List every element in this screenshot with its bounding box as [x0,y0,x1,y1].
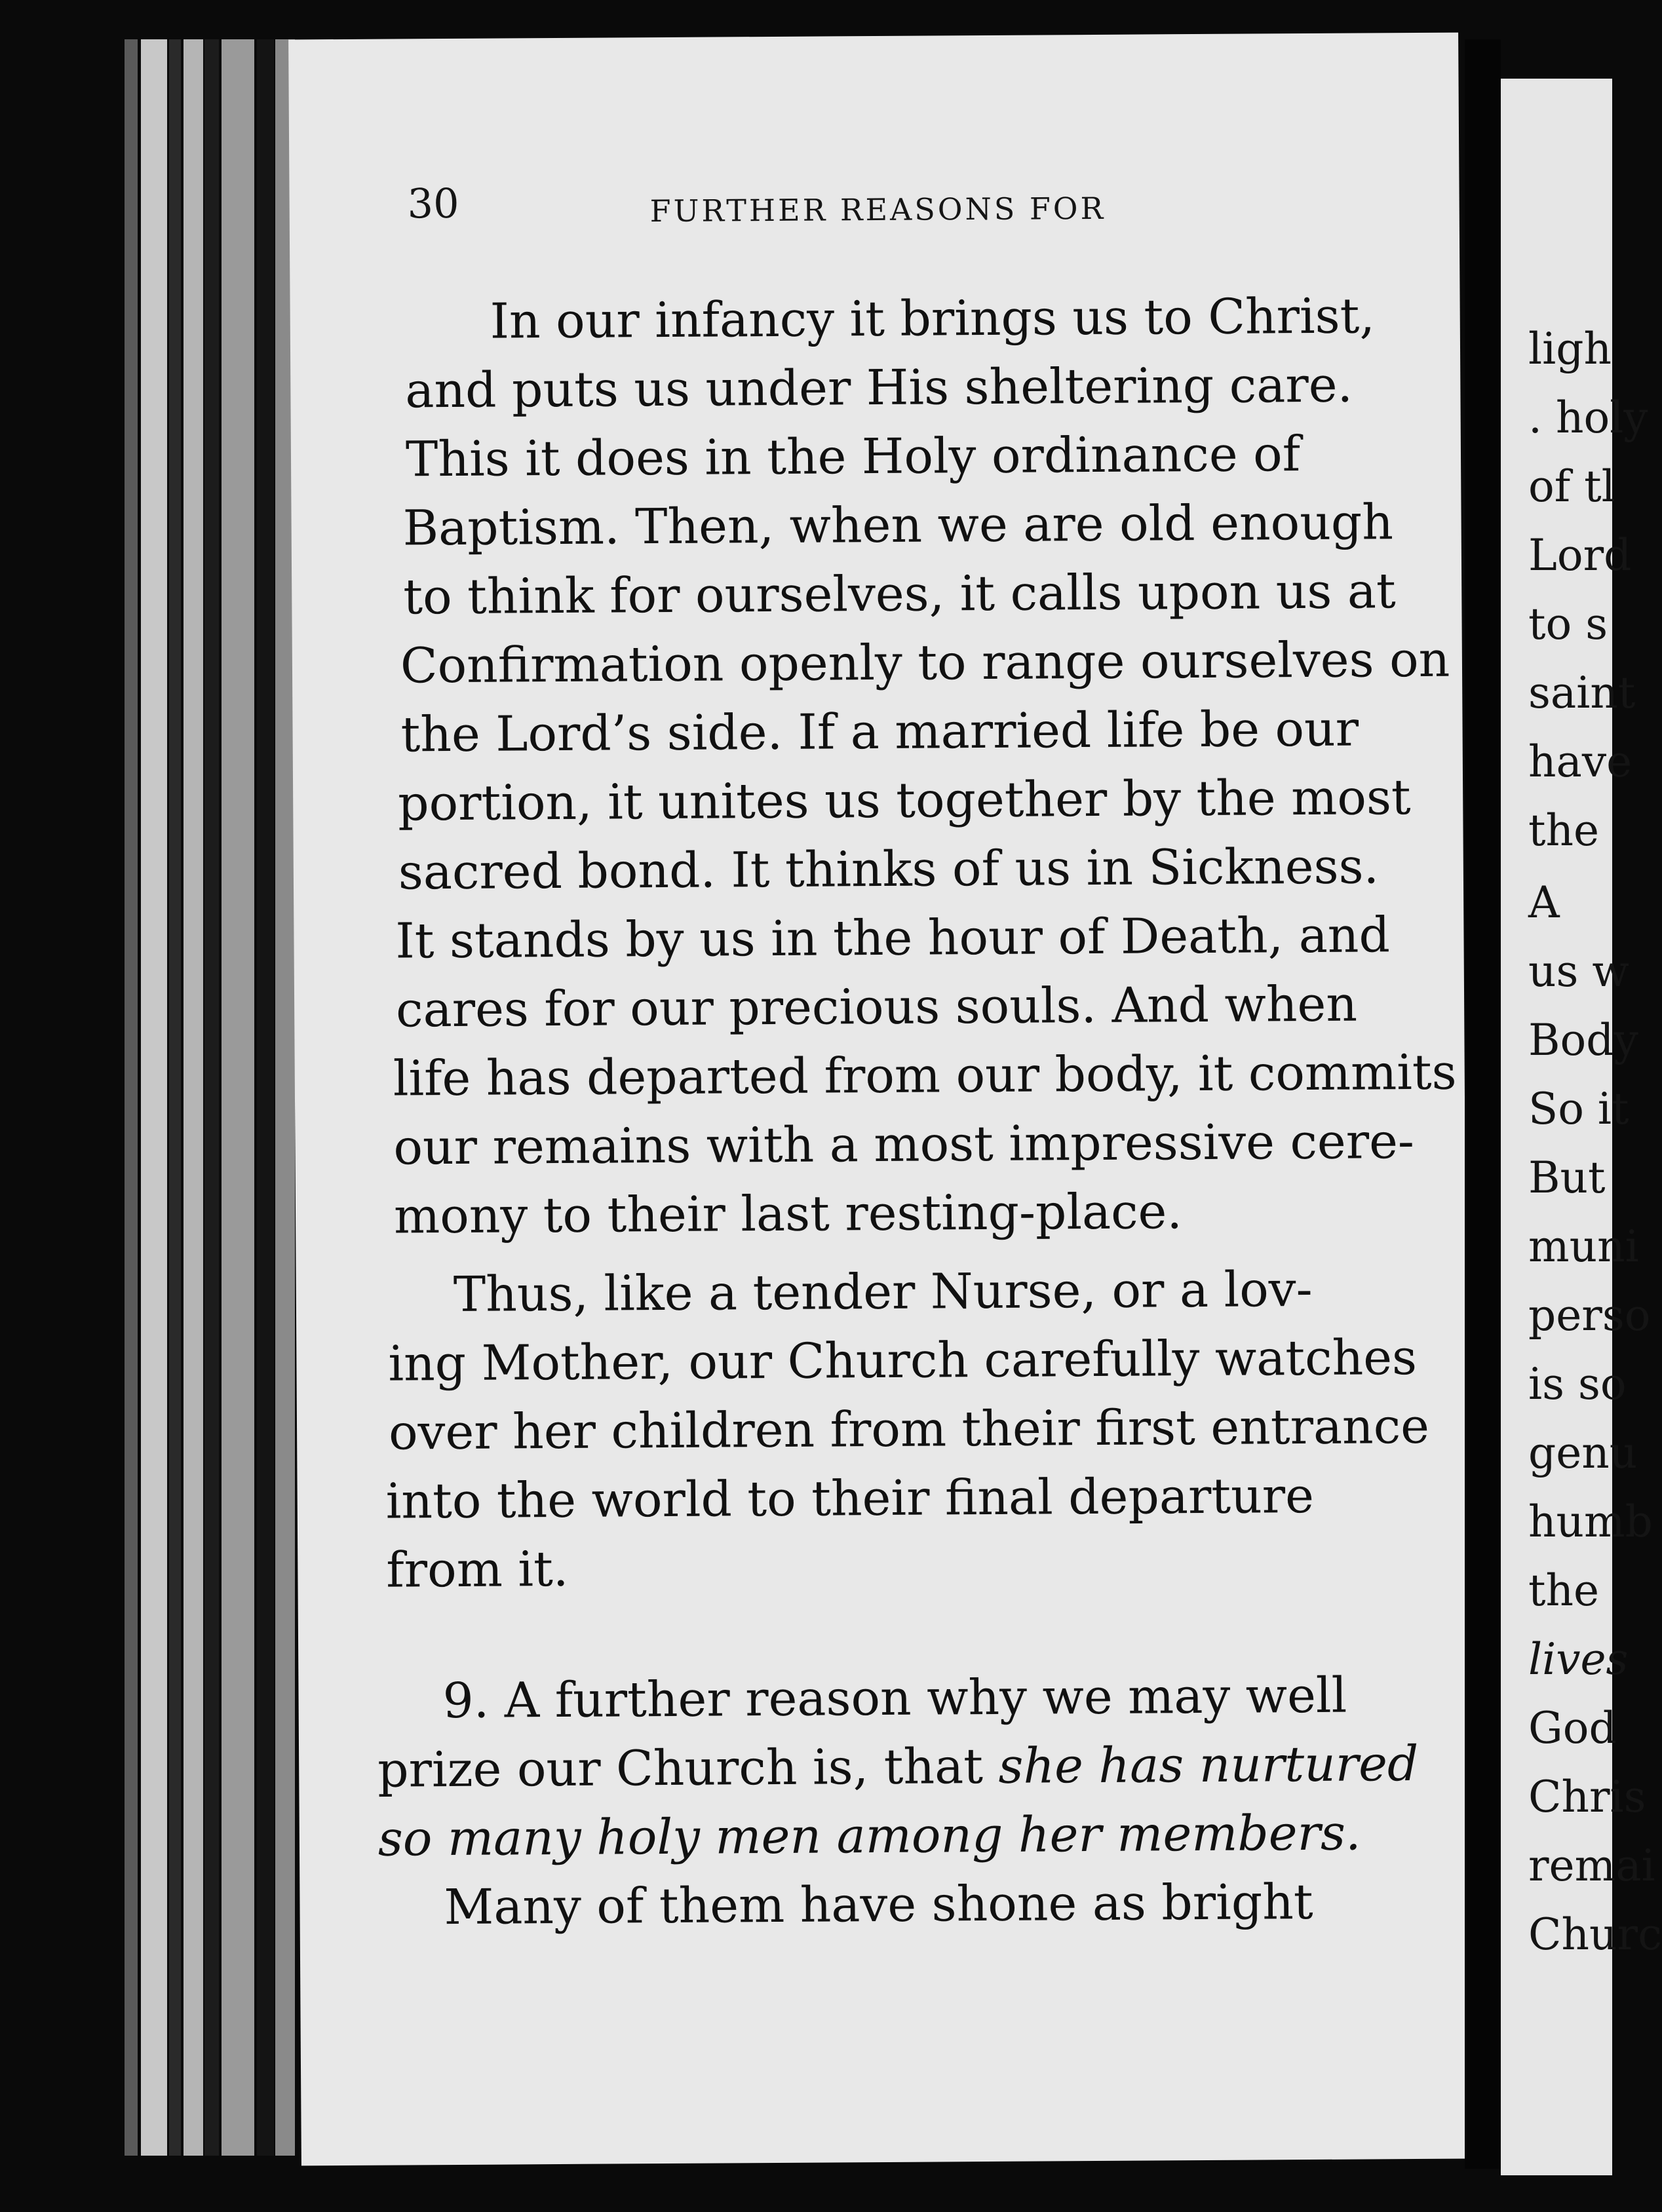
text-line: In our infancy it brings us to Christ, [490,288,1376,350]
facing-text-line: perso [1528,1290,1651,1341]
facing-text-line: have [1528,736,1633,787]
italic-text-span: she has nurtured [998,1735,1419,1795]
facing-text-line: A [1528,877,1560,928]
text-line: into the world to their final departure [385,1467,1315,1530]
text-line: ing Mother, our Church carefully watches [388,1329,1418,1392]
facing-text-line: So it [1528,1084,1629,1134]
facing-text-line: us w [1528,946,1629,997]
facing-text-line: is so [1528,1359,1627,1409]
italic-text-span: so many holy men among her members. [377,1804,1361,1867]
facing-text-line: . holy [1528,392,1648,443]
text-line: mony to their last resting-place. [393,1183,1183,1245]
facing-text-line: But [1528,1153,1606,1203]
facing-text-line: humb [1528,1497,1653,1547]
book-edge [204,39,219,2156]
text-line: life has departed from our body, it commits [393,1044,1457,1107]
facing-text-line: Body [1528,1015,1638,1065]
text-line: Confirmation openly to range ourselves on [400,631,1450,695]
text-span: prize our Church is, that [377,1738,984,1799]
facing-page [1501,79,1662,2175]
text-line: our remains with a most impressive cere- [393,1113,1415,1176]
book-page [288,33,1471,2166]
facing-text-line: Lord [1528,530,1632,581]
facing-text-line: remai [1528,1840,1655,1891]
facing-text-line: the [1528,1565,1600,1616]
text-line: Many of them have shone as bright [444,1873,1313,1936]
text-line: portion, it unites us together by the most [397,769,1411,832]
facing-text-line: to s [1528,599,1608,649]
facing-text-line: God [1528,1703,1617,1753]
book-edge [257,39,274,2156]
text-line: to think for ourselves, it calls upon us at [403,563,1397,626]
facing-text-line: lives [1528,1634,1629,1685]
facing-text-line: saint [1528,668,1636,718]
page-number: 30 [407,179,459,228]
facing-text-line: muni [1528,1221,1639,1272]
facing-text-line: ligh [1528,324,1612,374]
facing-text-line: Chris [1528,1772,1646,1822]
book-edge [222,39,254,2156]
book-edge [169,39,181,2156]
text-line: sacred bond. It thinks of us in Sickness. [398,838,1380,901]
text-line: Thus, like a tender Nurse, or a lov- [453,1261,1313,1323]
text-line [377,1804,1361,1867]
facing-text-line: Churc [1528,1909,1662,1960]
running-head: FURTHER REASONS FOR [649,190,1106,229]
book-gutter [1465,39,1501,2169]
text-line: 9. A further reason why we may well [442,1667,1347,1730]
facing-text-line: the [1528,805,1600,856]
book-edge [125,39,138,2156]
text-line: This it does in the Holy ordinance of [405,426,1301,488]
text-line: from it. [386,1540,569,1599]
text-line: It stands by us in the hour of Death, and [395,907,1391,970]
facing-text-line: genu [1528,1428,1638,1478]
text-line: Baptism. Then, when we are old enough [402,494,1394,557]
text-line: and puts us under His sheltering care. [405,356,1353,419]
text-line: over her children from their first entrance [388,1398,1430,1461]
book-edge [184,39,203,2156]
text-line: the Lord’s side. If a married life be our [400,700,1359,763]
text-line [377,1735,1419,1799]
facing-text-line: of tl [1528,461,1615,512]
book-edge [141,39,167,2156]
text-line: cares for our precious souls. And when [395,976,1358,1039]
